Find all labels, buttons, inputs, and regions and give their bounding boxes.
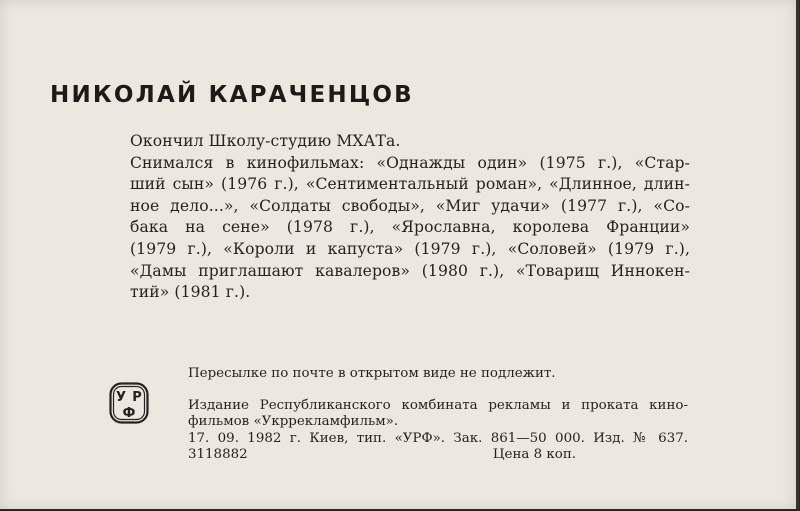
logo-letter: Р [132, 390, 142, 405]
biography-text [130, 131, 690, 304]
mail-note: Пересылке по почте в открытом виде не подлежит. [188, 366, 556, 381]
catalog-number: 3118882 [188, 447, 248, 462]
card-title: НИКОЛАЙ КАРАЧЕНЦОВ [50, 82, 414, 108]
bio-line: «Дамы приглашают кавалеров» (1980 г.), «Товарищ Иннокен- [130, 261, 690, 280]
bio-line: Снимался в кинофильмах: «Однажды один» (1975 г.), «Стар- [130, 153, 690, 172]
bio-line: тий» (1981 г.). [130, 283, 251, 302]
price-label: Цена 8 коп. [492, 447, 576, 462]
bio-line: ное дело...», «Солдаты свободы», «Миг удачи» (1977 г.), «Со- [130, 196, 690, 215]
bio-line: Окончил Школу-студию МХАТа. [130, 132, 401, 150]
catalog-row [188, 447, 688, 464]
logo-letter: У [115, 390, 127, 405]
bio-line: ший сын» (1976 г.), «Сентиментальный роман», «Длинное, длин- [130, 175, 690, 194]
publisher-line: Издание Республиканского комбината рекламы и проката кино- [188, 397, 688, 413]
print-info: 17. 09. 1982 г. Киев, тип. «УРФ». Зак. 861—50 000. Изд. № 637. [188, 430, 688, 446]
imprint-block [188, 366, 688, 464]
bio-line: (1979 г.), «Короли и капуста» (1979 г.), «Соловей» (1979 г.), [130, 239, 690, 258]
logo-letter: Ф [122, 406, 136, 421]
bio-line: бака на сене» (1978 г.), «Ярославна, королева Франции» [130, 218, 690, 237]
urf-publisher-logo [109, 382, 149, 424]
publisher-line: фильмов «Укррекламфильм». [188, 414, 399, 429]
